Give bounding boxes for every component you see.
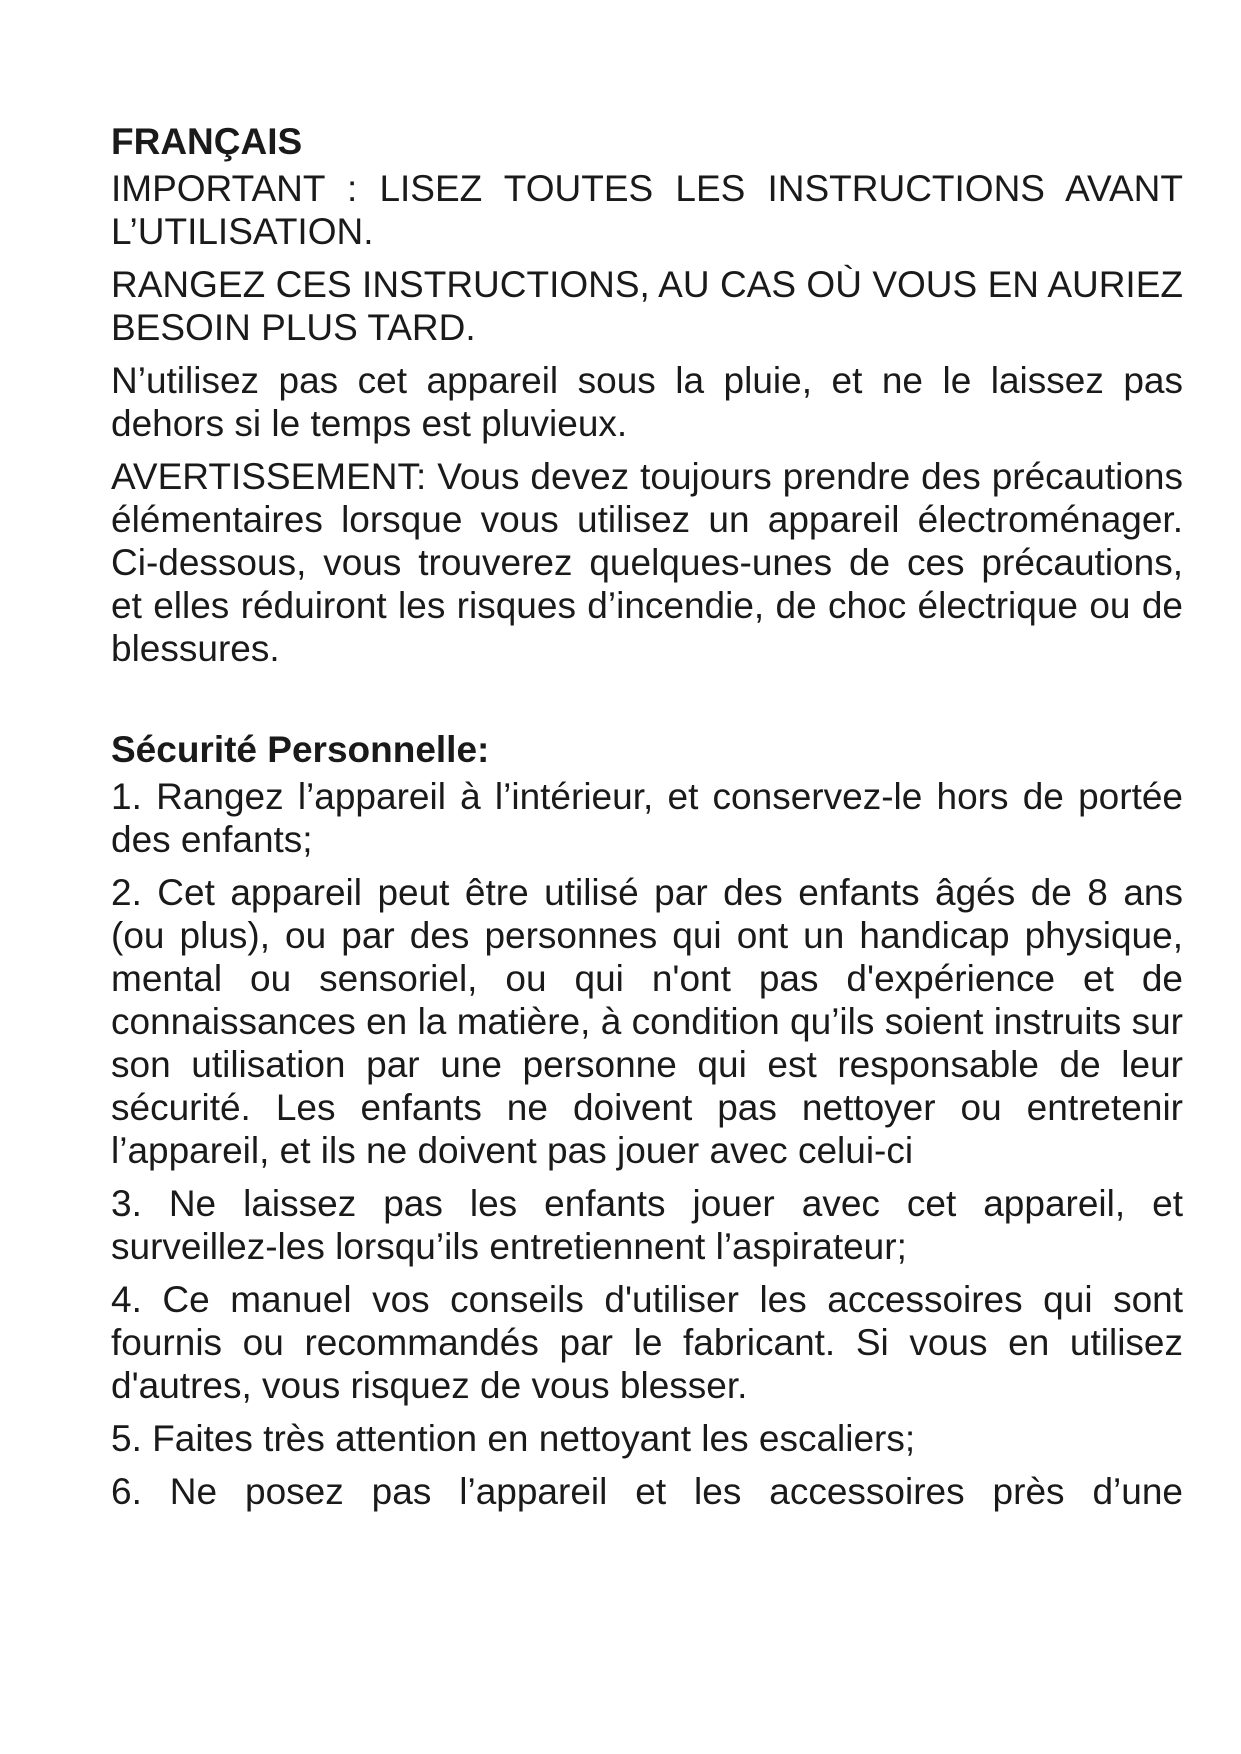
manual-page — [111, 120, 1183, 1523]
safety-item-2: 2. Cet appareil peut être utilisé par des enfants âgés de 8 ans (ou plus), ou par des personnes qui ont un handicap physique, mental ou sensoriel, ou qui n'ont pas d'expérience et de connaissances en la matière, à condition qu’ils soient instruits sur son utilisation par une personne qui est responsable de leur sécurité. Les enfants ne doivent pas nettoyer ou entretenir l’appareil, et ils ne doivent pas jouer avec celui-ci — [111, 872, 1183, 1171]
keep-instructions-notice: RANGEZ CES INSTRUCTIONS, AU CAS OÙ VOUS EN AURIEZ BESOIN PLUS TARD. — [111, 264, 1183, 348]
section-heading: Sécurité Personnelle: — [111, 729, 490, 770]
language-heading: FRANÇAIS — [111, 121, 303, 162]
safety-item-5: 5. Faites très attention en nettoyant les escaliers; — [111, 1418, 916, 1459]
safety-item-1: 1. Rangez l’appareil à l’intérieur, et conservez-le hors de portée des enfants; — [111, 776, 1183, 860]
safety-item-4: 4. Ce manuel vos conseils d'utiliser les accessoires qui sont fournis ou recommandés par le fabricant. Si vous en utilisez d'autres, vous risquez de vous blesser. — [111, 1279, 1183, 1406]
section-spacer — [111, 680, 1183, 728]
general-warning: AVERTISSEMENT: Vous devez toujours prendre des précautions élémentaires lorsque vous utilisez un appareil électroménager. Ci-dessous, vous trouverez quelques-unes de ces précautions, et elles réduiront les risques d’incendie, de choc électrique ou de blessures. — [111, 456, 1183, 669]
safety-item-3: 3. Ne laissez pas les enfants jouer avec cet appareil, et surveillez-les lorsqu’ils entretiennent l’aspirateur; — [111, 1183, 1183, 1267]
safety-item-6: 6. Ne posez pas l’appareil et les accessoires près d’une — [111, 1471, 1183, 1512]
important-notice: IMPORTANT : LISEZ TOUTES LES INSTRUCTIONS AVANT L’UTILISATION. — [111, 168, 1183, 252]
rain-warning: N’utilisez pas cet appareil sous la pluie, et ne le laissez pas dehors si le temps est pluvieux. — [111, 360, 1183, 444]
